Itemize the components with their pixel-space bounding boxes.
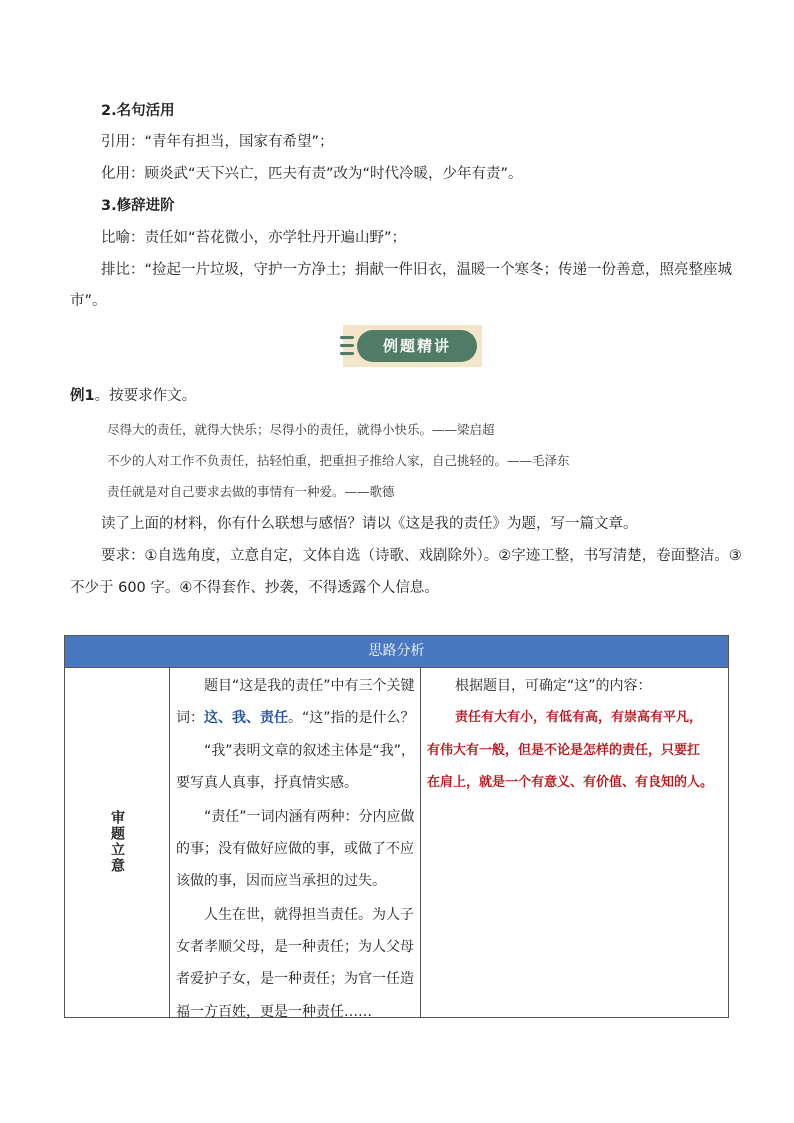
adapt-line: 化用：顾炎武“天下兴亡，匹夫有责”改为“时代冷暖，少年有责”。 — [101, 166, 523, 182]
keywords: 这、我、责任 — [204, 710, 288, 726]
example-banner — [343, 325, 482, 367]
cell-line: 要写真人真事，抒真情实感。 — [176, 775, 358, 791]
banner-label: 例题精讲 — [357, 330, 477, 362]
cell-line: 女者孝顺父母，是一种责任；为人父母 — [176, 939, 414, 955]
material-quote: 责任就是对自己要求去做的事情有一种爱。——歌德 — [107, 484, 395, 499]
row-label-cell — [65, 667, 169, 1017]
cell-line: 人生在世，就得担当责任。为人子 — [204, 907, 414, 923]
cell-line: 的事；没有做好应做的事，或做了不应 — [176, 841, 414, 857]
conclusion-cell — [421, 667, 728, 1017]
cell-line — [176, 708, 415, 728]
requirements: 要求：①自选角度，立意自定，文体自选（诗歌、戏剧除外）。②字迹工整，书写清楚，卷面整洁。③ — [101, 548, 742, 564]
example-label: 例1 — [70, 388, 95, 404]
quote-line: 引用：“青年有担当，国家有希望”； — [101, 134, 334, 150]
example-instruction: 。按要求作文。 — [94, 388, 197, 404]
analysis-cell — [170, 667, 420, 1020]
writing-prompt: 读了上面的材料，你有什么联想与感悟？请以《这是我的责任》为题，写一篇文章。 — [101, 516, 638, 532]
cell-text: 。“这”指的是什么？ — [288, 710, 415, 726]
banner-dash — [340, 336, 354, 339]
section-heading: 3.修辞进阶 — [101, 198, 175, 214]
parallel-line-cont: 市”。 — [70, 293, 107, 309]
conclusion-line: 在肩上，就是一个有意义、有价值、有良知的人。 — [427, 775, 714, 790]
table-header: 思路分析 — [65, 636, 728, 668]
material-quote: 尽得大的责任，就得大快乐；尽得小的责任，就得小快乐。——梁启超 — [107, 422, 495, 437]
row-label: 审题立意 — [109, 810, 125, 874]
banner-dash — [340, 344, 354, 347]
conclusion-line: 有伟大有一般，但是不论是怎样的责任，只要扛 — [427, 743, 701, 758]
metaphor-line: 比喻：责任如“苔花微小，亦学牡丹开遍山野”； — [101, 230, 407, 246]
cell-line: 者爱护子女，是一种责任；为官一任造 — [176, 971, 414, 987]
cell-line: 福一方百姓，更是一种责任…… — [176, 1004, 372, 1020]
parallel-line: 排比：“捡起一片垃圾，守护一方净土；捐献一件旧衣，温暖一个寒冬；传递一份善意，照亮整座城 — [101, 262, 733, 278]
section-heading: 2.名句活用 — [101, 103, 175, 119]
requirements-cont: 不少于 600 字。④不得套作、抄袭，不得透露个人信息。 — [70, 580, 439, 596]
cell-line: 题目“这是我的责任”中有三个关键 — [204, 678, 415, 694]
analysis-table — [64, 635, 729, 1018]
cell-line: “责任”一词内涵有两种：分内应做 — [204, 809, 415, 825]
cell-text: 词： — [176, 710, 204, 726]
material-quote: 不少的人对工作不负责任，拈轻怕重，把重担子推给人家，自己挑轻的。——毛泽东 — [107, 453, 570, 468]
example-heading — [70, 386, 196, 406]
banner-dash — [340, 352, 354, 355]
cell-line: 该做的事，因而应当承担的过失。 — [176, 873, 386, 889]
cell-line: “我”表明文章的叙述主体是“我”， — [204, 743, 416, 759]
conclusion-line: 责任有大有小，有低有高，有崇高有平凡， — [455, 710, 703, 725]
cell-line: 根据题目，可确定“这”的内容： — [455, 678, 652, 694]
